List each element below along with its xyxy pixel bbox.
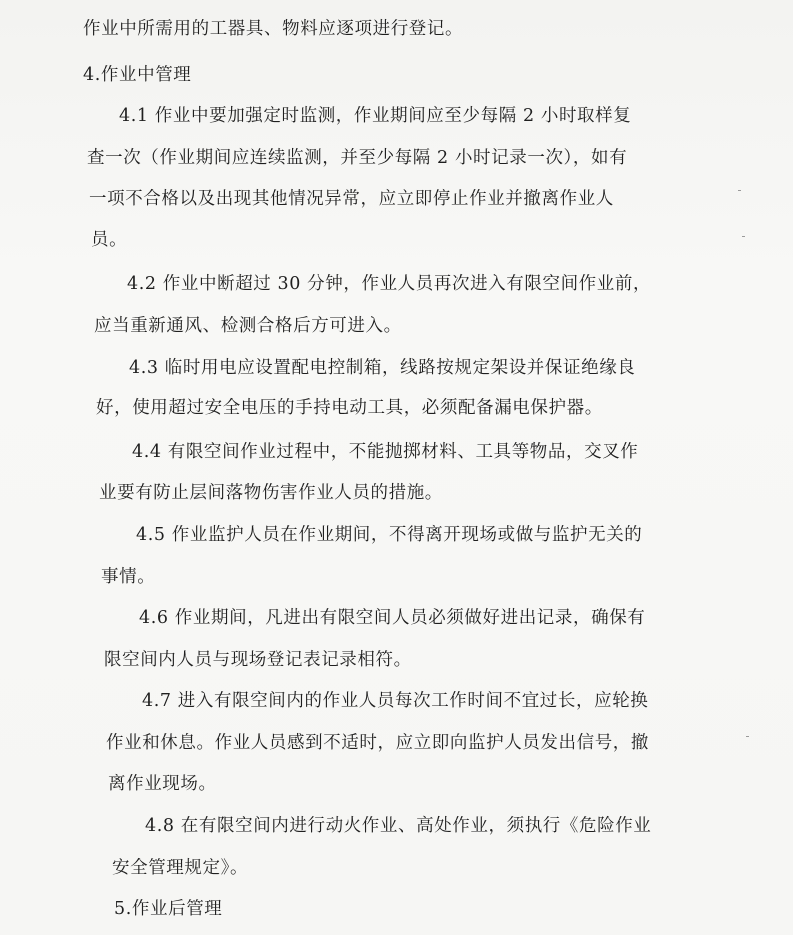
body-text-line: 作业中所需用的工器具、物料应逐项进行登记。 [83,19,464,39]
section-heading-5: 5.作业后管理 [114,899,223,919]
scan-speck [746,736,749,737]
clause-4-8-line-1: 4.8 在有限空间内进行动火作业、高处作业，须执行《危险作业 [145,816,652,836]
clause-4-3-line-2: 好，使用超过安全电压的手持电动工具，必须配备漏电保护器。 [96,398,603,418]
scan-speck [742,236,745,237]
section-heading-4: 4.作业中管理 [83,65,192,85]
clause-4-1-line-3: 一项不合格以及出现其他情况异常，应立即停止作业并撤离作业人 [89,189,614,209]
clause-4-1-line-1: 4.1 作业中要加强定时监测，作业期间应至少每隔 2 小时取样复 [119,106,632,126]
clause-4-7-line-3: 离作业现场。 [108,774,217,794]
clause-4-1-line-4: 员。 [91,230,128,250]
clause-4-5-line-1: 4.5 作业监护人员在作业期间，不得离开现场或做与监护无关的 [136,525,643,545]
clause-4-2-line-2: 应当重新通风、检测合格后方可进入。 [94,316,402,336]
clause-4-4-line-1: 4.4 有限空间作业过程中，不能抛掷材料、工具等物品，交叉作 [132,442,639,462]
clause-4-4-line-2: 业要有防止层间落物伤害作业人员的措施。 [99,483,443,503]
clause-4-1-line-2: 查一次（作业期间应连续监测，并至少每隔 2 小时记录一次），如有 [87,148,628,168]
clause-4-8-line-2: 安全管理规定》。 [112,858,249,878]
clause-4-7-line-1: 4.7 进入有限空间内的作业人员每次工作时间不宜过长，应轮换 [142,691,649,711]
clause-4-2-line-1: 4.2 作业中断超过 30 分钟，作业人员再次进入有限空间作业前， [127,274,652,294]
clause-4-6-line-1: 4.6 作业期间，凡进出有限空间人员必须做好进出记录，确保有 [139,608,646,628]
clause-4-6-line-2: 限空间内人员与现场登记表记录相符。 [104,650,412,670]
clause-4-3-line-1: 4.3 临时用电应设置配电控制箱，线路按规定架设并保证绝缘良 [129,358,636,378]
clause-4-7-line-2: 作业和休息。作业人员感到不适时，应立即向监护人员发出信号，撤 [106,733,649,753]
scan-speck [738,190,741,191]
clause-4-5-line-2: 事情。 [101,567,156,587]
